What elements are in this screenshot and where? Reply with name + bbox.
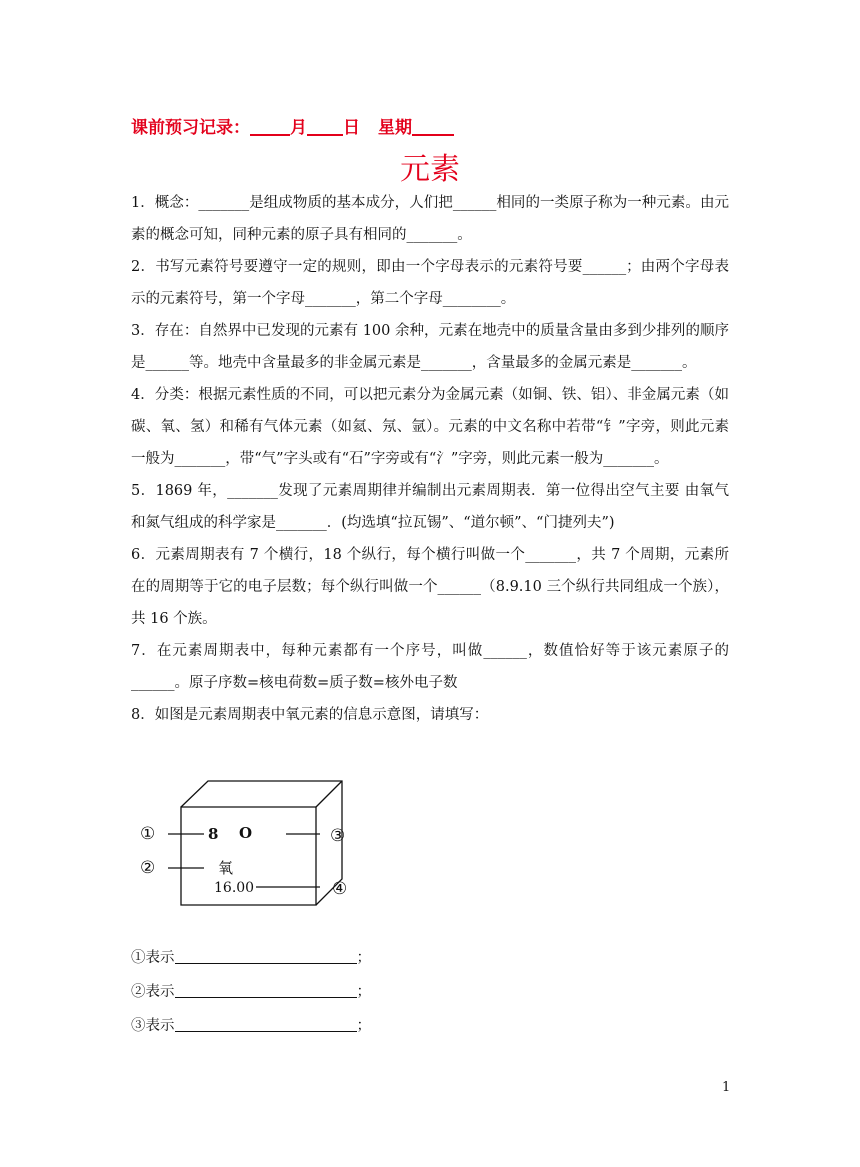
marker-2: ② (140, 858, 156, 878)
question-6: 6．元素周期表有 7 个横行，18 个纵行，每个横行叫做一个_______，共 7 个周期，元素所在的周期等于它的电子层数；每个纵行叫做一个______（8.9.10 三个纵行共同组成一个族），共 16 个族。 (131, 547, 729, 627)
answer-2-prefix: ②表示 (131, 984, 175, 1000)
question-8: 8．如图是元素周期表中氧元素的信息示意图，请填写： (131, 707, 489, 723)
question-3: 3．存在：自然界中已发现的元素有 100 余种，元素在地壳中的质量含量由多到少排列的顺序是______等。地壳中含量最多的非金属元素是_______，含量最多的金属元素是_______。 (131, 323, 729, 371)
answer-row-1 (131, 941, 371, 975)
marker-3: ③ (330, 826, 346, 846)
day-blank (307, 118, 343, 136)
cube-top-right-edge (316, 781, 342, 807)
question-4: 4．分类：根据元素性质的不同，可以把元素分为金属元素（如铜、铁、铝）、非金属元素（如碳、氧、氢）和稀有气体元素（如氦、氖、氩）。元素的中文名称中若带“钅”字旁，则此元素一般为_______，带“气”字头或有“石”字旁或有“氵”字旁，则此元素一般为_______。 (131, 387, 729, 467)
atomic-number: 8 (208, 825, 219, 843)
page-number: 1 (722, 1080, 731, 1095)
element-symbol: O (239, 824, 253, 842)
answer-1-suffix: ； (356, 950, 371, 966)
atomic-mass: 16.00 (214, 880, 255, 896)
preview-record-header (131, 113, 454, 138)
answer-row-2 (131, 975, 371, 1009)
answer-list (131, 941, 371, 1043)
question-list (131, 187, 729, 731)
answer-3-blank (175, 1017, 357, 1032)
answer-1-blank (175, 949, 357, 964)
preview-record-label: 课前预习记录： (131, 118, 250, 138)
question-1: 1．概念：_______是组成物质的基本成分，人们把______相同的一类原子称为一种元素。由元素的概念可知，同种元素的原子具有相同的_______。 (131, 195, 729, 243)
answer-row-3 (131, 1009, 371, 1043)
answer-2-blank (175, 983, 357, 998)
marker-4: ④ (332, 879, 348, 899)
weekday-label: 星期 (378, 118, 412, 138)
weekday-blank (412, 118, 454, 136)
answer-2-suffix: ； (356, 984, 371, 1000)
question-5: 5．1869 年，_______发现了元素周期律并编制出元素周期表．第一位得出空气主要 由氧气和氮气组成的科学家是_______．(均选填“拉瓦锡”、“道尔顿”、“门捷列夫”) (131, 483, 729, 531)
answer-1-prefix: ①表示 (131, 950, 175, 966)
month-label: 月 (290, 118, 307, 138)
page-title: 元素 (400, 152, 460, 187)
day-label: 日 (343, 118, 360, 138)
month-blank (250, 118, 290, 136)
question-2: 2．书写元素符号要遵守一定的规则，即由一个字母表示的元素符号要______；由两个字母表示的元素符号，第一个字母_______，第二个字母________。 (131, 259, 729, 307)
answer-3-prefix: ③表示 (131, 1018, 175, 1034)
answer-3-suffix: ； (356, 1018, 371, 1034)
element-name: 氧 (218, 859, 234, 877)
marker-1: ① (140, 824, 156, 844)
question-7: 7．在元素周期表中，每种元素都有一个序号，叫做______，数值恰好等于该元素原子的______。原子序数=核电荷数=质子数=核外电子数 (131, 643, 729, 691)
oxygen-element-cube-diagram (136, 777, 356, 912)
